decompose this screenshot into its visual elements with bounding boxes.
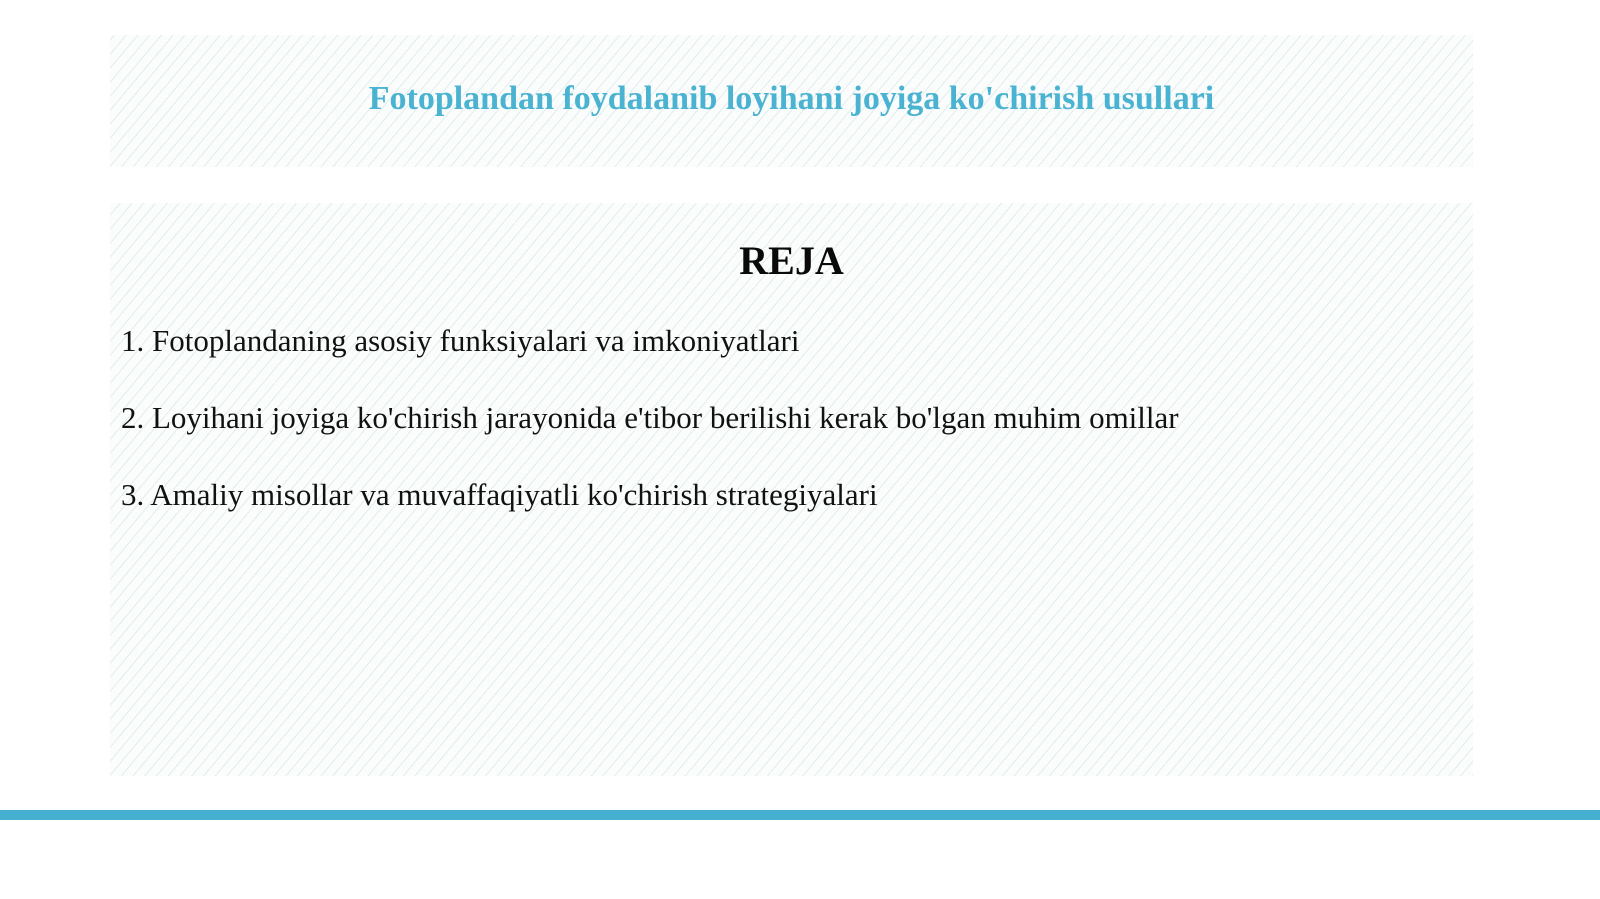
slide-title: Fotoplandan foydalanib loyihani joyiga ko'chirish usullari	[368, 80, 1215, 117]
plan-item-2: 2. Loyihani joyiga ko'chirish jarayonida e'tibor berilishi kerak bo'lgan muhim omillar	[121, 400, 1179, 435]
plan-list	[121, 322, 1179, 553]
plan-item-1: 1. Fotoplandaning asosiy funksiyalari va imkoniyatlari	[121, 323, 800, 358]
content-panel	[110, 203, 1473, 776]
plan-item-3: 3. Amaliy misollar va muvaffaqiyatli ko'chirish strategiyalari	[121, 477, 878, 512]
title-panel	[110, 35, 1473, 167]
plan-heading: REJA	[739, 238, 844, 283]
accent-bar	[0, 810, 1600, 820]
